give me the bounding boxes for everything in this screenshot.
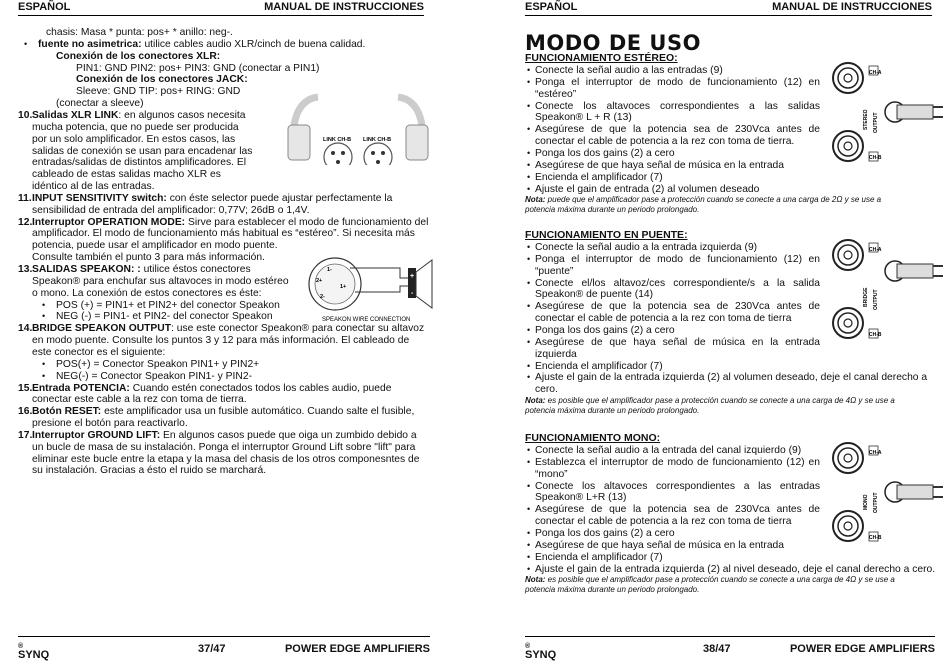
speakon-output-diagram <box>825 235 945 345</box>
line-text: Consulte también el punto 3 para más información. <box>32 252 265 264</box>
bullet-icon: • <box>42 370 46 381</box>
bullet-text: Asegúrese de que haya señal de música en la entrada <box>535 539 785 551</box>
text-line <box>32 181 155 193</box>
line-text: potencia, puede usar el amplificador en modo puente. <box>32 240 278 252</box>
ch-b-label: CH-B <box>869 155 882 161</box>
bullet-text: conectar el cable de potencia a la rez con toma de tierra <box>535 313 792 325</box>
ch-a-label: CH-A <box>869 70 882 76</box>
text-line <box>32 157 246 169</box>
item-number: 16. <box>18 406 33 418</box>
bullet-text: Speakon® L + R (13) <box>535 112 632 124</box>
line-text: idéntico al de las entradas. <box>32 181 155 193</box>
bullet-icon: • <box>527 480 531 491</box>
text-line <box>32 383 391 395</box>
text-line <box>38 39 365 51</box>
bullet-text: Asegúrese de que haya señal de música en la entrada <box>535 159 785 171</box>
text-line <box>32 264 251 276</box>
bullet-text: Conecte la señal audio a las entradas (9) <box>535 65 723 76</box>
line-text: (conectar a sleeve) <box>56 98 144 110</box>
bullet-icon: • <box>527 124 531 135</box>
text-line <box>32 240 278 252</box>
bullet-text: Encienda el amplificador (7) <box>535 551 663 563</box>
bullet-icon: • <box>527 324 531 335</box>
bullet-icon: • <box>527 551 531 562</box>
note-text: es posible que el amplificador pase a protección cuando se conecte a una carga de 4Ω y se use a <box>545 396 895 406</box>
note-line <box>525 195 881 205</box>
bold-label: SALIDAS SPEAKON: : <box>32 264 141 275</box>
line-text: NEG(-) = Conector Speakon PIN1- y PIN2- <box>56 370 252 382</box>
speakon-wire-figure <box>300 254 440 324</box>
bullet-text: Encienda el amplificador (7) <box>535 171 663 183</box>
header-language: ESPAÑOL <box>525 1 578 13</box>
bold-label: Conexión de los conectores JACK: <box>76 74 248 86</box>
bullet-text: izquierda <box>535 348 577 360</box>
line-text: cableado de estas salidas macho XLR es <box>32 169 221 181</box>
right-page <box>475 0 950 659</box>
bullet-icon: • <box>527 539 531 550</box>
bullet-text: Conecte el/los altavoz/ces correspondiente/s a la salida <box>535 277 820 289</box>
speaker-minus: - <box>411 290 414 297</box>
bullet-icon: • <box>527 147 531 158</box>
bullet-text: Conecte los altavoces correspondientes a las entradas <box>535 480 820 492</box>
text-line <box>32 134 235 146</box>
line-text: un bucle de masa de su instalación. Ponga el interruptor Ground Lift sobre "lift" para <box>32 441 416 453</box>
line-text: su instalación. Gracias a ésto el ruido se marchará. <box>32 465 267 477</box>
text-line <box>76 86 240 98</box>
bullet-text: conectar el cable de potencia a la rez con toma de tierra. <box>535 136 795 148</box>
note-text: potencia máxima durante un periodo prolongado. <box>525 406 700 416</box>
item-number: 10. <box>18 109 33 121</box>
bullet-text: cero. <box>535 384 558 396</box>
text-line <box>32 442 415 454</box>
speaker-plus: + <box>410 273 415 280</box>
text-line <box>32 146 252 158</box>
bullet-icon: • <box>42 311 46 322</box>
speakon-pin-2-minus: 2- <box>320 294 325 300</box>
item-number: 14. <box>18 323 33 335</box>
note-line <box>525 396 895 406</box>
text-line <box>46 27 233 39</box>
bullet-icon: • <box>527 527 531 538</box>
bullet-text: Asegúrese de que la potencia sea de 230Vca antes de <box>535 504 820 516</box>
line-text: mucha potencia, que no puede ser producida <box>32 121 239 133</box>
line-text: o mono. La conexión de estos conectores es éste: <box>32 287 262 299</box>
bullet-text: Ponga los dos gains (2) a cero <box>535 147 675 159</box>
bullet-icon: • <box>527 445 531 455</box>
mode-label: BRIDGE <box>863 287 869 307</box>
bullet-text: Establezca el interruptor de modo de funcionamiento (12) en <box>535 456 820 468</box>
bullet-icon: • <box>527 301 531 312</box>
text-line <box>56 98 144 110</box>
speakon-pin-1-plus: 1+ <box>340 284 347 290</box>
text-line <box>56 51 220 63</box>
text-line <box>56 311 273 323</box>
bullet-text: Ponga el interruptor de modo de funcionamiento (12) en <box>535 253 820 265</box>
bullet-text: “mono” <box>535 468 568 480</box>
text-line <box>32 193 392 205</box>
note-text: potencia máxima durante un periodo prolongado. <box>525 205 700 215</box>
line-text: POS (+) = PIN1+ et PIN2+ del conector Speakon <box>56 299 280 311</box>
mode-label: MONO <box>863 494 869 510</box>
bullet-text: Encienda el amplificador (7) <box>535 360 663 372</box>
line-text: conectar este cable a la rez con toma de tierra. <box>32 394 247 406</box>
line-text: Cuando estén conectados todos los cables audio, puede <box>129 382 392 394</box>
text-line <box>32 347 165 359</box>
line-text: este conector es el siguiente: <box>32 346 166 358</box>
line-text: Sleeve: GND TIP: pos+ RING: GND <box>76 86 241 98</box>
bullet-text: Ponga el interruptor de modo de funcionamiento (12) en <box>535 76 820 88</box>
item-number: 17. <box>18 429 33 441</box>
bullet-icon: • <box>42 358 46 369</box>
bullet-text: Speakon® de puente (14) <box>535 289 654 301</box>
bullet-icon: • <box>527 76 531 87</box>
bullet-icon: • <box>527 159 531 170</box>
text-line <box>56 371 252 383</box>
note-text: potencia máxima durante un periodo prolongado. <box>525 585 700 595</box>
footer-page-number: 37/47 <box>198 643 226 655</box>
ch-b-label: CH-B <box>869 332 882 338</box>
text-line <box>32 288 262 300</box>
text-line <box>32 276 289 288</box>
bullet-icon: • <box>527 253 531 264</box>
bullet-text: Ajuste el gain de la entrada izquierda (2) al nivel deseado, deje el canal derecho a cero. <box>535 563 936 575</box>
output-label: OUTPUT <box>873 289 879 310</box>
speakon-output-diagram <box>825 58 945 168</box>
left-page <box>0 0 475 659</box>
line-text: entradas/salidas de distintos amplificadores. El <box>32 157 247 169</box>
note-text: es posible que el amplificador pase a protección cuando se conecte a una carga de 4Ω y se use a <box>545 575 895 585</box>
text-line <box>32 394 247 406</box>
note-label: Nota: <box>525 575 546 585</box>
line-text: : use este conector Speakon® para conectar su altavoz <box>171 323 425 335</box>
bullet-icon: • <box>527 372 531 383</box>
item-number: 15. <box>18 382 33 394</box>
line-text: con éste selector puede ajustar perfectamente la <box>166 192 393 204</box>
line-text: POS(+) = Conector Speakon PIN1+ y PIN2+ <box>56 358 260 370</box>
bullet-text: Ponga los dos gains (2) a cero <box>535 324 675 336</box>
page-title: MODO DE USO <box>525 31 701 55</box>
footer-brand: SYNQ ® <box>18 643 50 661</box>
bullet-icon: • <box>527 65 531 75</box>
text-line <box>32 228 415 240</box>
header-manual-title: MANUAL DE INSTRUCCIONES <box>772 1 932 13</box>
bullet-text: “puente” <box>535 265 574 277</box>
text-line <box>32 110 245 122</box>
bullet-text: Ajuste el gain de entrada (2) al volumen deseado <box>535 183 760 195</box>
note-line <box>525 575 895 585</box>
line-text: amplificador. El modo de funcionamiento más habitual es “estéreo”. Si necesita más <box>32 228 415 240</box>
text-line <box>76 63 320 75</box>
bullet-icon: • <box>527 183 531 194</box>
mode-label: STEREO <box>863 109 869 130</box>
xlr-right-label: LINK CH-B <box>363 137 392 143</box>
text-line <box>76 74 248 86</box>
bullet-text: Ponga los dos gains (2) a cero <box>535 527 675 539</box>
xlr-left-label: LINK CH-B <box>323 137 352 143</box>
line-text: En algunos casos puede que oiga un zumbido debido a <box>160 429 417 441</box>
bold-label: Interruptor OPERATION MODE: <box>32 216 186 228</box>
section-heading: FUNCIONAMIENTO MONO: <box>525 432 661 444</box>
line-text: NEG (-) = PIN1- et PIN2- del conector Speakon <box>56 311 273 323</box>
bold-label: Conexión de los conectores XLR: <box>56 50 221 62</box>
text-line <box>32 418 188 430</box>
text-line <box>32 122 239 134</box>
text-line <box>56 359 259 371</box>
bullet-icon: • <box>527 563 531 574</box>
speakon-pin-1-minus: 1- <box>327 267 332 273</box>
bold-label: Salidas XLR LINK <box>32 109 119 121</box>
header-manual-title: MANUAL DE INSTRUCCIONES <box>264 1 424 13</box>
line-text: : en algunos casos necesita <box>118 109 246 121</box>
note-text: puede que el amplificador pase a protección cuando se conecte a una carga de 2Ω y se use a <box>545 195 882 205</box>
note-line <box>525 406 699 416</box>
line-text: por un solo amplificador. En estos casos, las <box>32 133 236 145</box>
bullet-text: Conecte la señal audio a la entrada izquierda (9) <box>535 242 758 253</box>
line-text: Speakon® para enchufar sus altavoces in modo estéreo <box>32 275 289 287</box>
left-footer <box>18 636 430 661</box>
line-text: sensibilidad de entrada del amplificador: 0,77V; 26dB o 1,4V. <box>32 204 310 216</box>
bullet-text: Asegúrese de que haya señal de música en la entrada <box>535 336 820 348</box>
item-number: 11. <box>18 192 32 204</box>
text-line <box>32 335 409 347</box>
bullet-text: Asegúrese de que la potencia sea de 230Vca antes de <box>535 301 820 313</box>
bold-label: BRIDGE SPEAKON OUTPUT <box>32 323 172 335</box>
bold-label: Entrada POTENCIA: <box>32 382 130 394</box>
bullet-text: Ajuste el gain de la entrada izquierda (2) al volumen deseado, deje el canal derecho a <box>535 372 928 384</box>
bullet-icon: • <box>527 242 531 252</box>
bullet-icon: • <box>42 299 46 310</box>
text-line <box>32 406 414 418</box>
speakon-output-diagram <box>825 438 945 548</box>
bullet-text: Conecte los altavoces correspondientes a las salidas <box>535 100 820 112</box>
note-label: Nota: <box>525 396 546 406</box>
ch-a-label: CH-A <box>869 450 882 456</box>
item-number: 13. <box>18 264 33 275</box>
speakon-caption: SPEAKON WIRE CONNECTION <box>322 317 411 323</box>
bullet-text: conectar el cable de potencia a la rez con toma de tierra <box>535 516 792 528</box>
item-number: 12. <box>18 216 33 228</box>
output-label: OUTPUT <box>873 112 879 133</box>
bullet-icon: • <box>527 360 531 371</box>
bold-label: INPUT SENSITIVITY switch: <box>32 192 167 204</box>
footer-product: POWER EDGE AMPLIFIERS <box>284 643 430 655</box>
text-line <box>56 300 280 312</box>
bullet-text: “estéreo” <box>535 88 577 100</box>
ch-a-label: CH-A <box>869 247 882 253</box>
left-header <box>18 0 424 16</box>
section-heading: FUNCIONAMIENTO ESTÉREO: <box>525 52 678 64</box>
bullet-icon: • <box>527 277 531 288</box>
footer-product: POWER EDGE AMPLIFIERS <box>789 643 935 655</box>
note-line <box>525 585 699 595</box>
note-line <box>525 205 699 215</box>
text-line <box>32 323 424 335</box>
line-text: salidas de conexión se usan para encadenar las <box>32 145 253 157</box>
text-line <box>32 454 420 466</box>
line-text: este amplificador usa un fusible automático. Cuando salte el fusible, <box>101 406 415 418</box>
line-text: Sirve para establecer el modo de funcionamiento del <box>185 216 429 228</box>
line-text: utilice cables audio XLR/cinch de buena calidad. <box>141 38 366 50</box>
bullet-icon: • <box>527 100 531 111</box>
footer-page-number: 38/47 <box>703 643 731 655</box>
header-language: ESPAÑOL <box>18 1 71 13</box>
bullet-icon: • <box>527 456 531 467</box>
xlr-connector-figure <box>283 85 433 165</box>
right-footer <box>525 636 935 661</box>
section-heading: FUNCIONAMIENTO EN PUENTE: <box>525 229 688 241</box>
speakon-pin-2-plus: 2+ <box>316 278 323 284</box>
bold-label: Interruptor GROUND LIFT: <box>32 429 161 441</box>
bullet-icon: • <box>24 38 28 49</box>
bold-label: fuente no asimetrica: <box>38 38 142 50</box>
note-label: Nota: <box>525 195 546 205</box>
bullet-icon: • <box>527 171 531 182</box>
line-text: utilice éstos conectores <box>140 264 251 275</box>
line-text: chasis: Masa * punta: pos+ * anillo: neg-. <box>46 27 233 38</box>
text-line <box>32 169 221 181</box>
text-line <box>32 205 309 217</box>
bullet-text: Conecte la señal audio a la entrada del canal izquierdo (9) <box>535 445 802 456</box>
text-line <box>32 217 428 229</box>
line-text: presione el botón para reactivarlo. <box>32 418 188 430</box>
footer-brand: SYNQ ® <box>525 643 557 661</box>
ch-b-label: CH-B <box>869 535 882 541</box>
right-header <box>525 0 932 16</box>
output-label: OUTPUT <box>873 492 879 513</box>
line-text: en modo puente. Consulte los puntos 3 y 12 para más información. El cableado de <box>32 335 410 347</box>
bullet-icon: • <box>527 336 531 347</box>
bullet-icon: • <box>527 504 531 515</box>
bullet-text: Asegúrese de que la potencia sea de 230Vca antes de <box>535 124 820 136</box>
text-line <box>32 430 417 442</box>
bold-label: Botón RESET: <box>32 406 102 418</box>
line-text: eliminar este bucle entre la etapa y la masa del chasis de los otros componesntes de <box>32 453 420 465</box>
line-text: PIN1: GND PIN2: pos+ PIN3: GND (conectar a PIN1) <box>76 62 320 74</box>
text-line <box>32 465 266 477</box>
bullet-text: Speakon® L+R (13) <box>535 492 627 504</box>
text-line <box>32 252 265 264</box>
